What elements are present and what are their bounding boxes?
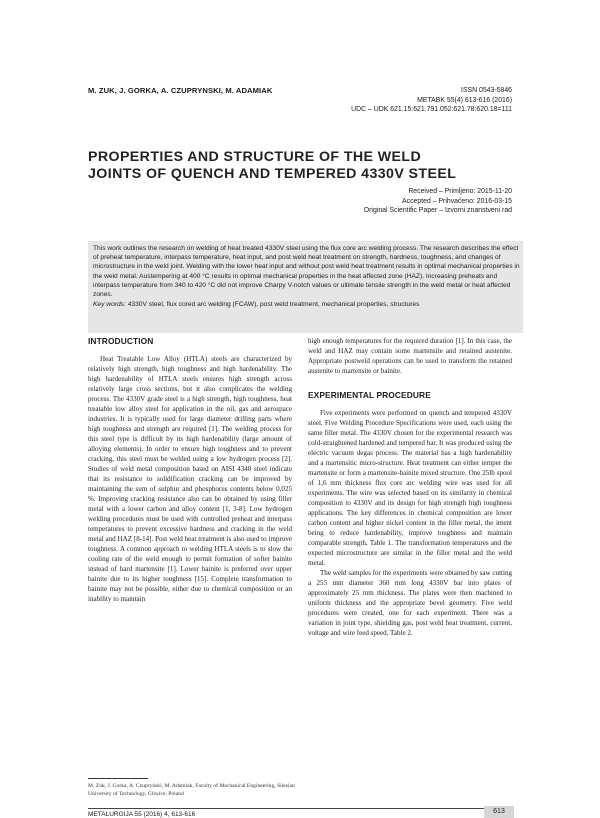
introduction-heading: INTRODUCTION [88,336,154,346]
submission-dates [364,187,512,216]
abstract-text: This work outlines the research on welding of heat treated 4330V steel using the flux core arc welding process. The research describes the effect of preheat temperature, interpass temperature, heat input, and post weld heat treatment on strength, hardness, toughness, and changes of microstructure in the weld joint. Welding with the lower heat input and without post weld heat treatment results in optimal mechanical properties in the weld metal. Austempering at 400 °C results in optimal mechanical properties in the heat affected zone (HAZ). Increasing preheats and interpass temperature from 340 to 420 °C did not improve Charpy V-notch values or ultimate tensile strength in the weld metal or heat affected zones. [93,245,520,299]
experimental-paragraph-1: Five experiments were performed on quench and tempered 4330V steel. Five Welding Procedure Specifications were used, each using the same filler metal. The 4330V chosen for the experimental research was cold-straightened hardened and tempered bar. It was produced using the electric vacuum degas process. The material has a high hardenability and a martensitic micro-structure. Heat treatment can either temper the martensite or form a martensite-bainite mixed structure. One 25lb spool of 1,6 mm thickness flux core arc welding wire was used for all experiments. The wire was selected based on its similarity in chemical composition to 4330V and its design for high strength high toughness applications. The key differences in chemical composition are lower carbon content and higher nickel content in the filler metal, the intent being to reduce hardenability, improve toughness and maintain comparable strength, Table 1. The transformation temperatures and the expected microstructure are similar in the filler metal and the weld metal. [308,409,512,567]
abstract-box [88,241,523,333]
right-column [308,336,512,638]
experimental-heading: EXPERIMENTAL PROCEDURE [308,390,431,400]
experimental-paragraph-2: The weld samples for the experiments were obtained by saw cutting a 255 mm diameter 360 mm long 4330V bar into plates of approximately 25 mm thickness. The plates were then machined to uniform thickness and the appropriate bevel geometry. Five weld procedures were created, one for each experiment. There was a variation in joint type, shielding gas, post weld heat treatment, current, voltage and wire feed speed, Table 2. [308,569,512,637]
left-column [88,336,292,604]
issn: ISSN 0543-5846 [461,87,512,94]
paper-type: Original Scientific Paper – Izvorni znanstveni rad [363,207,512,215]
title-line-2: JOINTS OF QUENCH AND TEMPERED 4330V STEEL [88,166,457,182]
accepted-date: Accepted – Prihvaćeno: 2016-03-15 [402,197,512,205]
keywords [93,300,520,309]
introduction-continuation: high enough temperatures for the required duration [1]. In this case, the weld and HAZ may contain some martensite and retained austenite. Appropriate postweld operations can be used to transform the retained austenite to martensite or bainite. [308,337,512,375]
journal-reference: METALURGIJA 55 (2016) 4, 613-616 [88,811,196,818]
footnote-divider [88,778,148,779]
metabk-citation: METABK 55(4) 613-616 (2016) [417,96,512,104]
author-affiliation-footnote: M. Zuk, J. Gorka, A. Czupryński, M. Adamiak, Faculty of Mechanical Engineering, Silesian University of Technology, Gliwice, Poland [88,783,295,797]
footer-divider [88,808,488,809]
keywords-text: 4330V steel, flux cored arc welding (FCAW), post weld treatment, mechanical properties, structures [127,301,420,309]
introduction-paragraph: Heat Treatable Low Alloy (HTLA) steels are characterized by relatively high strength, high toughness and high hardenability. The high hardenability of HTLA steels ensures high strength across relatively large cross sections, but it also complicates the welding process. The 4330V grade steel is a high strength, high toughness, heat treatable low alloy steel for application in the oil, gas and aerospace industries. It is typically used for large diameter drilling parts where high toughness and strength are required [1]. The welding process for this steel type is difficult by its high hardenability (large amount of alloying elements). In order to ensure high toughness and to prevent cracking, this steel must be welded using a low hydrogen process [2]. Studies of weld metal composition based on AISI 4340 steel indicate that its resistance to solidification cracking can be improved by maintaining the sum of sulphur and phosphorus contents below 0,025 %. Improving cracking resistance also can be obtained by using filler metal with a lower carbon and alloy content [1, 3-8]. Low hydrogen welding procedures must be used with controlled preheat and interpass temperatures to prevent excessive hardness and cracking in the weld metal and HAZ [8-14]. Post weld heat treatment is also used to improve toughness. A common approach to welding HTLA steels is to slow the cooling rate of the weld enough to permit formation of softer bainite instead of hard martensite [1]. Lower bainite is preferred over upper bainite due to its higher toughness [15]. Complete transformation to bainite may not be possible, either due to chemical composition or an inability to maintain [88,355,292,603]
received-date: Received – Primljeno: 2015-11-20 [408,188,512,195]
publication-metadata [351,86,512,115]
udc-code: UDC – UDK 621.15:621.791.052:621.78:620.18=111 [351,106,512,114]
title-line-1: PROPERTIES AND STRUCTURE OF THE WELD [88,149,422,165]
author-list: M. ZUK, J. GORKA, A. CZUPRYNSKI, M. ADAMIAK [88,86,273,95]
page-number: 613 [493,808,505,815]
paper-title [88,149,518,183]
keywords-label: Key words: [93,301,126,309]
